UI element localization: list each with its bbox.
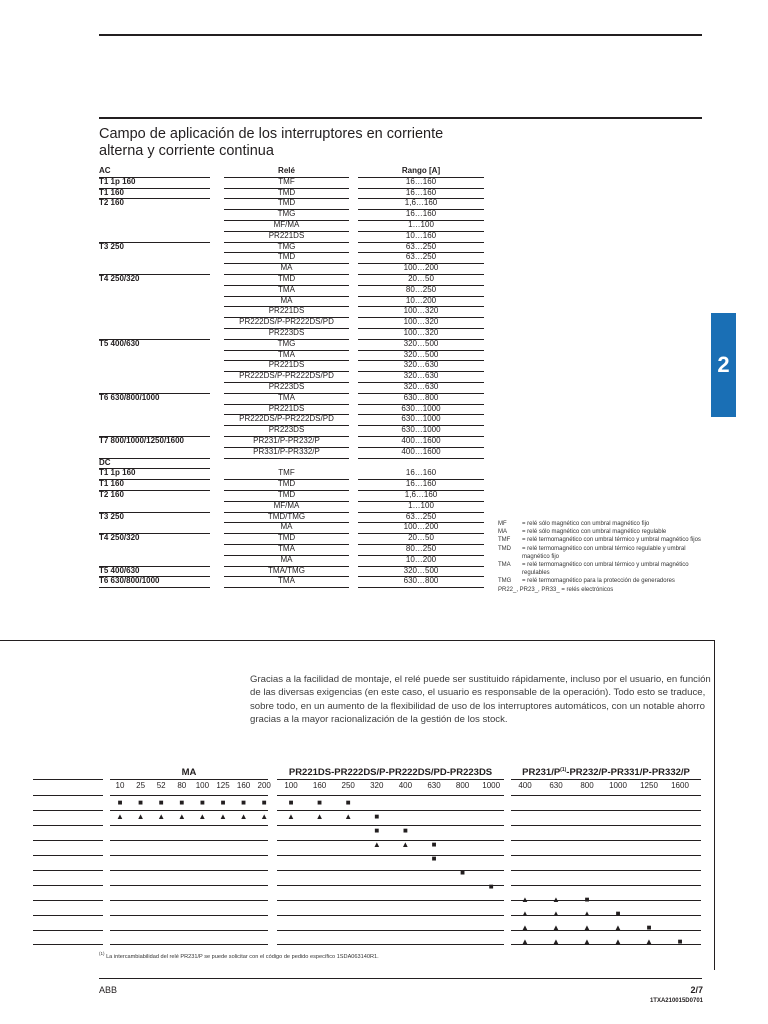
pr23-header-footnote-mark: (1) — [560, 767, 567, 773]
table-row-range: 630…1000 — [401, 403, 441, 413]
triangle-icon: ▲ — [645, 937, 653, 946]
table-row-relay: TMA/TMG — [268, 565, 305, 575]
triangle-icon: ▲ — [521, 895, 529, 904]
table-row-rule — [110, 795, 268, 796]
table-row-range: 1,6…160 — [404, 198, 438, 208]
table-row-relay: TMA — [278, 284, 295, 294]
table-row-breaker: T4 250/320 — [99, 274, 140, 283]
square-icon: ■ — [584, 895, 590, 904]
group-header-ma: MA — [181, 767, 197, 778]
square-icon: ■ — [677, 937, 683, 946]
square-icon: ■ — [317, 798, 323, 807]
table-row-relay: TMG — [277, 241, 296, 251]
column-value-pr23: 630 — [549, 781, 563, 790]
table-row-breaker — [99, 317, 210, 328]
triangle-icon: ▲ — [260, 812, 269, 821]
table-row-rule — [277, 825, 504, 826]
legend-key: TMF — [498, 537, 511, 544]
triangle-icon: ▲ — [344, 812, 353, 821]
table-row-rule — [33, 885, 103, 886]
table-row-range: 100…320 — [403, 328, 439, 337]
table-row-breaker: T2 160 — [99, 490, 124, 499]
square-icon: ■ — [288, 798, 294, 807]
square-icon: ■ — [241, 798, 247, 807]
triangle-icon: ▲ — [521, 923, 529, 932]
table-row-range: 10…200 — [405, 554, 437, 564]
table-row-relay: TMD — [277, 479, 296, 489]
table-row-range: 80…250 — [405, 284, 437, 294]
page-title: Campo de aplicación de los interruptores en corriente alterna y corriente continua — [99, 126, 444, 159]
table-row-breaker — [99, 522, 210, 533]
table-row-relay: PR223DS — [268, 382, 305, 391]
table-row-breaker — [99, 404, 210, 415]
table-row-relay: PR223DS — [268, 328, 305, 337]
table-row-breaker — [99, 209, 210, 220]
table-row-relay: TMD — [277, 274, 296, 283]
header-range: Rango [A] — [401, 166, 441, 175]
triangle-icon: ▲ — [583, 937, 591, 946]
page-number: 2/7 — [690, 985, 703, 995]
pr23-header-part1: PR231/P — [522, 767, 561, 779]
legend-item — [498, 528, 713, 536]
square-icon: ■ — [158, 798, 164, 807]
table-row-rule — [511, 810, 701, 811]
table-row-relay: MF/MA — [273, 220, 300, 229]
table-row-relay: PR222DS/P-PR222DS/PD — [239, 371, 334, 381]
column-value-ma: 80 — [177, 781, 187, 790]
table-row-rule — [511, 795, 701, 796]
triangle-icon: ▲ — [614, 923, 622, 932]
column-value-ma: 160 — [236, 781, 251, 790]
footer-rule — [99, 978, 702, 979]
table-row-relay: TMD/TMG — [267, 511, 306, 521]
column-value-pr23: 1600 — [671, 781, 689, 790]
table-row-rule — [511, 825, 701, 826]
legend-item — [498, 586, 713, 594]
square-icon: ■ — [431, 854, 437, 863]
table-row-breaker — [99, 544, 210, 555]
triangle-icon: ▲ — [583, 909, 591, 918]
table-row-relay: TMA — [278, 349, 295, 359]
table-row-range: 100…320 — [403, 317, 439, 327]
triangle-icon: ▲ — [219, 812, 227, 821]
triangle-icon: ▲ — [198, 812, 207, 821]
legend-text: = relé sólo magnético con umbral magnético regulable — [522, 529, 667, 536]
triangle-icon: ▲ — [614, 937, 622, 946]
triangle-icon: ▲ — [583, 923, 591, 932]
table-row-rule — [110, 855, 268, 856]
table-row-rule — [277, 930, 504, 931]
legend-text: = relé termomagnético para la protección de generadores — [522, 578, 675, 585]
legend-text: = relé termomagnético con umbral térmico y umbral magnético fijos — [522, 537, 701, 544]
table-row-relay: PR222DS/P-PR222DS/PD — [239, 414, 334, 424]
triangle-icon: ▲ — [552, 923, 560, 932]
table-row-range: 630…800 — [403, 392, 439, 402]
table-row-relay: PR223DS — [268, 425, 305, 435]
table-row-relay: PR221DS — [268, 403, 305, 413]
table-row-rule — [110, 810, 268, 811]
table-row-breaker — [99, 447, 210, 458]
table-row-rule — [33, 825, 103, 826]
table-row-breaker — [99, 263, 210, 274]
table-row-relay: TMA — [278, 392, 295, 402]
table-row-rule — [33, 779, 103, 780]
table-row-range: 10…200 — [405, 295, 437, 305]
square-icon: ■ — [615, 909, 621, 918]
table-row-rule — [277, 795, 504, 796]
triangle-icon: ▲ — [552, 895, 560, 904]
triangle-icon: ▲ — [116, 812, 124, 821]
table-row-rule — [33, 944, 103, 945]
table-row-rule — [33, 855, 103, 856]
brand-label: ABB — [99, 985, 118, 995]
legend-text: PR22_, PR23_, PR33_ = relés electrónicos — [498, 586, 614, 593]
column-value-pr23: 800 — [580, 781, 594, 790]
square-icon: ■ — [220, 798, 226, 807]
table-row-range: 320…500 — [403, 338, 439, 348]
table-row-rule — [33, 915, 103, 916]
table-row-range: 20…50 — [408, 533, 434, 543]
table-row-relay: TMD — [277, 490, 296, 499]
table-row-relay: TMD — [277, 252, 296, 262]
table-row-breaker — [99, 371, 210, 382]
table-row-breaker: T3 250 — [99, 511, 124, 521]
legend-key: MA — [498, 529, 507, 536]
table-row-range: 16…160 — [405, 468, 437, 478]
table-row-range: 630…1000 — [401, 425, 441, 435]
legend-text: = relé termomagnético con umbral térmico y umbral magnético regulables — [522, 562, 689, 577]
table-row-breaker — [99, 555, 210, 566]
legend-item — [498, 545, 713, 561]
table-row-breaker: T6 630/800/1000 — [99, 576, 160, 586]
pr23-header-part2: -PR232/P-PR331/P-PR332/P — [566, 767, 690, 779]
group-header-pr23 — [511, 767, 701, 778]
table-row-range: 400…1600 — [401, 446, 441, 456]
table-row-relay: MA — [280, 263, 293, 273]
intro-paragraph: Gracias a la facilidad de montaje, el relé puede ser sustituido rápidamente, incluso por el usuario, en función de las diversas exigencias (en este caso, el usuario es responsable de la operación). Todo esto se traduce, sobre todo, en un aumento de la flexibilidad de uso de los interruptores automáticos, con un notable ahorro gracias a la mayor racionalización de la gestión de los stock. — [250, 674, 711, 725]
table-row-rule — [33, 930, 103, 931]
table-row-breaker: T3 250 — [99, 241, 124, 251]
table-row-range: 1,6…160 — [404, 490, 438, 499]
document-code: 1TXA210015D0701 — [649, 998, 703, 1004]
legend-item — [498, 577, 713, 585]
table-row-range: 400…1600 — [401, 436, 441, 445]
table-row-rule — [110, 825, 268, 826]
table-row-range: 63…250 — [405, 511, 437, 521]
square-icon: ■ — [261, 798, 267, 807]
table-row-relay: PR231/P-PR232/P — [253, 436, 320, 445]
column-value-ma: 52 — [156, 781, 166, 790]
table-row-range: 320…500 — [403, 349, 439, 359]
square-icon: ■ — [199, 798, 205, 807]
table-row-relay — [224, 458, 349, 469]
table-row-breaker — [99, 425, 210, 436]
table-row-rule — [277, 944, 504, 945]
table-row-range: 63…250 — [405, 241, 437, 251]
table-row-relay: PR221DS — [268, 230, 305, 240]
legend-item — [498, 536, 713, 544]
table-row-rule — [110, 870, 268, 871]
table-row-range: 16…160 — [405, 479, 437, 489]
table-row-rule — [33, 900, 103, 901]
group-header-line — [277, 779, 504, 780]
table-row-range: 80…250 — [405, 544, 437, 553]
square-icon: ■ — [179, 798, 185, 807]
table-row-relay: PR221DS — [268, 306, 305, 316]
triangle-icon: ▲ — [287, 812, 295, 821]
table-row-range: 320…630 — [403, 382, 439, 391]
row-divider — [358, 587, 484, 588]
column-value-pr23: 1250 — [640, 781, 658, 790]
legend — [498, 520, 713, 594]
column-value-ma: 25 — [136, 781, 146, 790]
table-row-breaker — [99, 382, 210, 393]
square-icon: ■ — [402, 826, 408, 835]
chapter-tab[interactable]: 2 — [711, 313, 736, 417]
table-row-relay: MA — [280, 522, 293, 532]
table-row-range: 1…100 — [408, 220, 434, 229]
legend-key: TMG — [498, 578, 512, 585]
triangle-icon: ▲ — [521, 909, 529, 918]
table-row-rule — [511, 944, 701, 945]
table-row-relay: PR222DS/P-PR222DS/PD — [239, 317, 334, 327]
table-row-rule — [33, 840, 103, 841]
table-row-breaker: T5 400/630 — [99, 338, 140, 348]
column-value-pr22: 100 — [284, 781, 298, 790]
table-row-relay: TMA — [278, 576, 295, 586]
table-row-relay: TMD — [277, 533, 296, 543]
table-row-rule — [33, 810, 103, 811]
table-row-relay: MA — [280, 554, 293, 564]
triangle-icon: ▲ — [136, 812, 145, 821]
table-row-relay: MF/MA — [273, 500, 300, 510]
table-row-rule — [277, 885, 504, 886]
group-divider — [99, 587, 210, 588]
triangle-icon: ▲ — [521, 937, 529, 946]
table-row-breaker: DC — [99, 457, 111, 467]
header-relay: Relé — [278, 166, 295, 175]
table-row-range: 320…630 — [403, 371, 439, 381]
table-row-rule — [277, 900, 504, 901]
triangle-icon: ▲ — [372, 840, 381, 849]
table-row-rule — [110, 900, 268, 901]
triangle-icon: ▲ — [239, 812, 248, 821]
table-row-range: 16…160 — [405, 187, 437, 197]
column-value-pr22: 250 — [341, 781, 355, 790]
table-row-breaker: T7 800/1000/1250/1600 — [99, 436, 184, 445]
table-row-rule — [110, 930, 268, 931]
group-header-pr22: PR221DS-PR222DS/P-PR222DS/PD-PR223DS — [288, 767, 493, 778]
column-value-ma: 200 — [257, 781, 271, 790]
group-header-line — [110, 779, 268, 780]
table-row-range: 63…250 — [405, 252, 437, 262]
table-row-breaker — [99, 231, 210, 242]
table-row-breaker — [99, 328, 210, 339]
table-row-rule — [511, 900, 701, 901]
table-row-breaker — [99, 306, 210, 317]
table-row-rule — [511, 855, 701, 856]
table-row-range: 16…160 — [405, 176, 437, 186]
table-row-range: 320…500 — [403, 565, 439, 575]
table-row-breaker — [99, 220, 210, 231]
table-row-range: 630…1000 — [401, 414, 441, 424]
table-row-rule — [511, 840, 701, 841]
square-icon: ■ — [431, 840, 437, 849]
table-row-breaker: T5 400/630 — [99, 565, 140, 575]
header-ac: AC — [99, 166, 111, 175]
legend-text: = relé sólo magnético con umbral magnético fijo — [522, 521, 650, 527]
table-row-breaker — [99, 414, 210, 425]
legend-text: = relé termomagnético con umbral térmico regulable y umbral magnético fijo — [522, 545, 686, 560]
table-row-range: 320…630 — [403, 360, 439, 370]
legend-key: MF — [498, 521, 507, 527]
table-row-relay: TMF — [278, 176, 295, 186]
table-row-rule — [277, 915, 504, 916]
row-divider — [224, 587, 349, 588]
column-value-pr23: 400 — [518, 781, 532, 790]
table-row-range: 630…800 — [403, 576, 439, 586]
footnote — [99, 950, 419, 962]
legend-key: TMA — [498, 562, 511, 569]
square-icon: ■ — [488, 882, 494, 891]
table-row-relay: TMG — [277, 209, 296, 219]
table-row-relay: TMA — [278, 544, 295, 553]
square-icon: ■ — [646, 923, 652, 932]
table-row-relay: MA — [280, 295, 293, 305]
table-row-relay: TMD — [277, 198, 296, 208]
column-value-ma: 100 — [195, 781, 210, 790]
table-row-breaker — [99, 360, 210, 371]
triangle-icon: ▲ — [552, 937, 560, 946]
footnote-marker: (1) — [99, 951, 105, 956]
table-row-breaker — [99, 296, 210, 307]
table-row-relay: PR221DS — [268, 360, 305, 370]
table-row-rule — [110, 885, 268, 886]
triangle-icon: ▲ — [177, 812, 186, 821]
table-row-breaker — [99, 501, 210, 512]
triangle-icon: ▲ — [401, 840, 410, 849]
table-row-relay: TMG — [277, 338, 296, 348]
table-row-range: 16…160 — [405, 209, 437, 219]
table-row-breaker: T1 1p 160 — [99, 176, 136, 186]
table-row-breaker: T6 630/800/1000 — [99, 392, 160, 402]
table-row-breaker — [99, 252, 210, 263]
legend-key: TMD — [498, 545, 511, 552]
table-row-rule — [110, 915, 268, 916]
column-value-ma: 10 — [115, 781, 125, 790]
column-value-ma: 125 — [216, 781, 230, 790]
table-row-rule — [511, 870, 701, 871]
square-icon: ■ — [460, 868, 466, 877]
table-row-breaker: T4 250/320 — [99, 533, 140, 543]
group-header-line — [511, 779, 701, 780]
triangle-icon: ▲ — [157, 812, 166, 821]
column-value-pr22: 630 — [427, 781, 441, 790]
column-value-pr22: 1000 — [482, 781, 501, 790]
column-value-pr22: 400 — [398, 781, 413, 790]
table-row-breaker: T1 160 — [99, 479, 124, 489]
lower-section-top-rule — [0, 640, 715, 641]
table-row-breaker — [99, 350, 210, 361]
table-row-breaker: T2 160 — [99, 198, 124, 208]
legend-item — [498, 561, 713, 577]
table-row-rule — [110, 840, 268, 841]
table-row-rule — [511, 885, 701, 886]
column-value-pr22: 800 — [455, 781, 470, 790]
footnote-text: La intercambiabilidad del relé PR231/P se puede solicitar con el código de pedido específico 1SDA063140R1. — [106, 953, 379, 960]
table-row-breaker: T1 1p 160 — [99, 468, 136, 478]
table-row-breaker: T1 160 — [99, 187, 124, 197]
column-value-pr22: 320 — [370, 781, 384, 790]
table-row-relay: TMD — [277, 187, 296, 197]
table-row-rule — [110, 944, 268, 945]
square-icon: ■ — [117, 798, 123, 807]
table-row-relay: PR331/P-PR332/P — [253, 446, 320, 456]
square-icon: ■ — [138, 798, 144, 807]
square-icon: ■ — [374, 826, 380, 835]
table-row-range: 100…320 — [403, 306, 439, 316]
table-row-rule — [33, 870, 103, 871]
table-row-range: 20…50 — [408, 274, 434, 283]
table-row-rule — [33, 795, 103, 796]
table-row-range — [358, 458, 484, 469]
square-icon: ■ — [345, 798, 351, 807]
table-row-rule — [277, 855, 504, 856]
legend-item — [498, 520, 713, 528]
table-row-rule — [277, 840, 504, 841]
table-row-range: 1…100 — [408, 500, 434, 510]
column-value-pr23: 1000 — [609, 781, 627, 790]
table-row-range: 100…200 — [403, 263, 439, 273]
triangle-icon: ▲ — [315, 812, 324, 821]
table-row-breaker — [99, 285, 210, 296]
column-value-pr22: 160 — [312, 781, 327, 790]
square-icon: ■ — [374, 812, 380, 821]
table-row-range: 10…160 — [405, 230, 437, 240]
table-row-relay: TMF — [278, 468, 295, 478]
table-row-rule — [277, 810, 504, 811]
table-row-range: 100…200 — [403, 522, 439, 532]
triangle-icon: ▲ — [552, 909, 560, 918]
